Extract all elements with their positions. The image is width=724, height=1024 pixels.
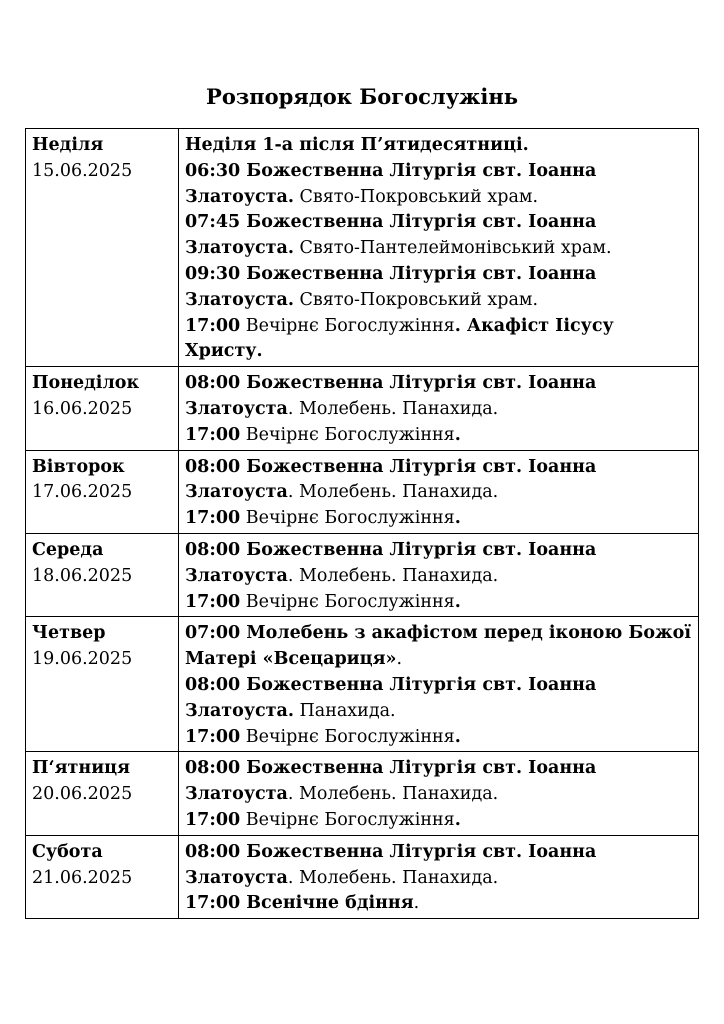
services-cell (179, 752, 699, 835)
service-entry: 09:30 Божественна Літургія свт. Іоанна Златоуста. Свято-Покровський храм. (185, 263, 597, 310)
day-cell (26, 367, 179, 450)
day-cell (26, 450, 179, 533)
day-date: 21.06.2025 (32, 867, 133, 888)
service-entry: 17:00 Вечірнє Богослужіння. (185, 424, 461, 445)
day-name: Вівторок (32, 456, 125, 477)
service-entry: 08:00 Божественна Літургія свт. Іоанна Златоуста. Молебень. Панахида. (185, 758, 597, 805)
day-date: 17.06.2025 (32, 482, 133, 503)
service-entry: 08:00 Божественна Літургія свт. Іоанна Златоуста. Молебень. Панахида. (185, 841, 597, 888)
service-entry: 17:00 Вечірнє Богослужіння. (185, 508, 461, 529)
day-cell (26, 129, 179, 367)
service-entry: 08:00 Божественна Літургія свт. Іоанна Златоуста. Панахида. (185, 674, 597, 721)
service-entry: 06:30 Божественна Літургія свт. Іоанна Златоуста. Свято-Покровський храм. (185, 160, 597, 207)
service-entry: 08:00 Божественна Літургія свт. Іоанна Златоуста. Молебень. Панахида. (185, 373, 597, 419)
schedule-table (25, 128, 699, 919)
service-entry: 07:00 Молебень з акафістом перед іконою Божої Матері «Всецариця». (185, 623, 691, 670)
day-date: 19.06.2025 (32, 649, 133, 670)
day-name: Понеділок (32, 373, 140, 394)
day-heading: Неділя 1-а після П’ятидесятниці. (185, 135, 529, 155)
day-cell (26, 617, 179, 752)
page-title: Розпорядок Богослужінь (206, 84, 518, 109)
day-date: 20.06.2025 (32, 784, 133, 805)
services-cell (179, 533, 699, 616)
table-row (26, 367, 699, 450)
day-date: 18.06.2025 (32, 565, 133, 586)
service-entry: 08:00 Божественна Літургія свт. Іоанна Златоуста. Молебень. Панахида. (185, 456, 597, 503)
service-entry: 17:00 Вечірнє Богослужіння. (185, 591, 461, 612)
table-row (26, 752, 699, 835)
day-name: Четвер (32, 623, 106, 644)
service-entry: 08:00 Божественна Літургія свт. Іоанна Златоуста. Молебень. Панахида. (185, 539, 597, 586)
day-cell (26, 835, 179, 918)
services-cell (179, 617, 699, 752)
table-row (26, 129, 699, 367)
table-row (26, 450, 699, 533)
service-entry: 17:00 Вечірнє Богослужіння. (185, 809, 461, 830)
day-date: 16.06.2025 (32, 398, 133, 419)
services-cell (179, 835, 699, 918)
service-entry: 17:00 Вечірнє Богослужіння. Акафіст Іісусу Христу. (185, 315, 614, 362)
day-date: 15.06.2025 (32, 160, 133, 181)
day-name: Неділя (32, 135, 104, 155)
table-row (26, 835, 699, 918)
service-entry: 07:45 Божественна Літургія свт. Іоанна Златоуста. Свято-Пантелеймонівський храм. (185, 212, 612, 259)
day-name: Середа (32, 539, 104, 560)
day-name: П‘ятниця (32, 758, 131, 779)
table-row (26, 617, 699, 752)
service-entry: 17:00 Всенічне бдіння. (185, 893, 420, 914)
service-entry: 17:00 Вечірнє Богослужіння. (185, 726, 461, 747)
services-cell (179, 367, 699, 450)
services-cell (179, 450, 699, 533)
day-cell (26, 533, 179, 616)
day-cell (26, 752, 179, 835)
table-row (26, 533, 699, 616)
services-cell (179, 129, 699, 367)
day-name: Субота (32, 841, 103, 862)
